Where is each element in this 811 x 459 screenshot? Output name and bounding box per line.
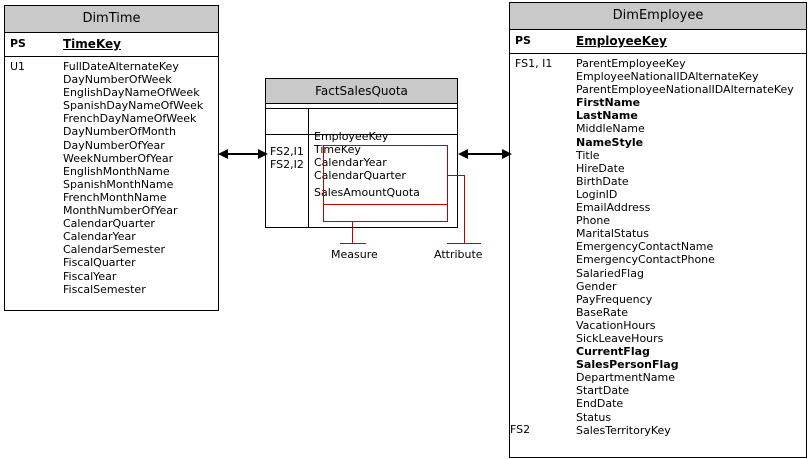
table-dimemployee-title: DimEmployee [510, 3, 806, 30]
dimemployee-attribute: ParentEmployeeNationalIDAlternateKey [576, 83, 794, 97]
dimemployee-attribute: Phone [576, 214, 611, 228]
dimemployee-attribute: Gender [576, 279, 617, 293]
table-dimtime-key-name: TimeKey [63, 37, 121, 51]
measure-label: Measure [331, 248, 378, 261]
fact-column: CalendarYear [314, 156, 387, 170]
dimemployee-attribute: MiddleName [576, 122, 645, 136]
dimtime-attribute: CalendarSemester [63, 243, 166, 257]
dimtime-attribute: CalendarYear [63, 230, 136, 244]
dimemployee-attribute: SalariedFlag [576, 266, 644, 280]
dimemployee-attribute: SalesTerritoryKey [576, 423, 671, 437]
dimtime-attribute: EnglishDayNameOfWeek [63, 86, 200, 100]
dimemployee-attribute: Status [576, 410, 612, 424]
dimemployee-attribute: EndDate [576, 397, 624, 411]
dimemployee-attribute: PayFrequency [576, 292, 653, 306]
dimemployee-attribute: CurrentFlag [576, 345, 650, 359]
dimtime-attribute: FrenchMonthName [63, 190, 167, 204]
dimemployee-attribute: VacationHours [576, 318, 656, 332]
attribute-leader-vertical [464, 175, 465, 244]
fact-column: EmployeeKey [314, 130, 389, 143]
dimemployee-attribute: EmergencyContactName [576, 240, 714, 254]
measure-leader-horizontal [340, 243, 366, 244]
table-dimtime-title: DimTime [5, 6, 218, 33]
table-dimtime [4, 5, 219, 311]
dimemployee-attribute: StartDate [576, 384, 630, 398]
dimtime-attribute: WeekNumberOfYear [63, 151, 174, 165]
fact-column: CalendarQuarter [314, 169, 406, 183]
table-dimtime-attr-tag: U1 [10, 60, 26, 73]
dimemployee-attribute: MaritalStatus [576, 227, 649, 241]
table-factsalesquota-title: FactSalesQuota [266, 79, 457, 104]
attribute-label: Attribute [434, 248, 483, 261]
dimemployee-attribute: FirstName [576, 96, 641, 110]
dimtime-attribute: DayNumberOfYear [63, 138, 165, 152]
dimemployee-attribute: EmailAddress [576, 201, 651, 215]
dimtime-attribute: CalendarQuarter [63, 217, 155, 231]
measure-leader-vertical [352, 222, 353, 244]
fact-tag: FS2,I2 [270, 158, 304, 172]
table-dimemployee-key-name: EmployeeKey [576, 34, 667, 48]
fact-column: SalesAmountQuota [314, 186, 420, 200]
measure-highlight-box [323, 204, 448, 222]
dimtime-attribute: FiscalSemester [63, 282, 146, 296]
table-dimtime-attribute-list [57, 60, 203, 296]
dimtime-attribute: FrenchDayNameOfWeek [63, 112, 197, 126]
relationship-fact-to-dimemployee [458, 146, 512, 162]
table-dimemployee-key-row [510, 30, 806, 54]
dimtime-attribute: DayNumberOfWeek [63, 73, 172, 87]
table-dimtime-attr-row [5, 57, 218, 296]
dimtime-attribute: EnglishMonthName [63, 164, 170, 178]
dimemployee-attribute: SickLeaveHours [576, 331, 664, 345]
dimtime-attribute: FiscalYear [63, 269, 117, 283]
dimemployee-attribute: EmergencyContactPhone [576, 253, 715, 267]
dimemployee-attribute: NameStyle [576, 135, 644, 149]
table-factsalesquota-tags [266, 104, 308, 199]
table-dimemployee-attr-tag-col [510, 57, 570, 437]
table-dimemployee [509, 2, 807, 458]
dimemployee-attribute: LoginID [576, 187, 618, 201]
dimemployee-attribute: HireDate [576, 161, 625, 175]
attribute-highlight-box [323, 145, 448, 205]
attribute-leader-horizontal [447, 243, 481, 244]
table-dimtime-key-row [5, 33, 218, 57]
dimemployee-attribute: BaseRate [576, 305, 629, 319]
table-dimemployee-attr-tag-bottom: FS2 [510, 423, 531, 436]
table-dimtime-key-tag: PS [10, 37, 26, 50]
table-dimemployee-attr-tag: FS1, I1 [515, 57, 553, 70]
dimemployee-attribute: Title [576, 148, 600, 162]
dimtime-attribute: SpanishDayNameOfWeek [63, 99, 204, 113]
fact-column: TimeKey [314, 143, 361, 157]
dimemployee-attribute: ParentEmployeeKey [576, 57, 686, 70]
table-dimemployee-key-tag: PS [515, 34, 531, 47]
dimtime-attribute: SpanishMonthName [63, 177, 174, 191]
relationship-dimtime-to-fact [218, 146, 268, 162]
dimemployee-attribute: EmployeeNationalIDAlternateKey [576, 70, 759, 84]
dimemployee-attribute: BirthDate [576, 174, 629, 188]
dimtime-attribute: FiscalQuarter [63, 256, 136, 270]
dimemployee-attribute: SalesPersonFlag [576, 358, 679, 372]
fact-separator-mid [266, 134, 457, 135]
dimtime-attribute: FullDateAlternateKey [63, 60, 179, 73]
dimtime-attribute: MonthNumberOfYear [63, 204, 178, 218]
dimemployee-attribute: DepartmentName [576, 371, 676, 385]
dimtime-attribute: DayNumberOfMonth [63, 125, 176, 139]
fact-separator-top [266, 108, 457, 109]
table-dimemployee-attribute-list [570, 57, 794, 437]
attribute-leader-top [448, 175, 465, 176]
table-dimemployee-attr-row [510, 54, 806, 437]
fact-vertical-separator [308, 108, 309, 227]
dimemployee-attribute: LastName [576, 109, 638, 123]
fact-tag: FS2,I1 [270, 145, 304, 158]
